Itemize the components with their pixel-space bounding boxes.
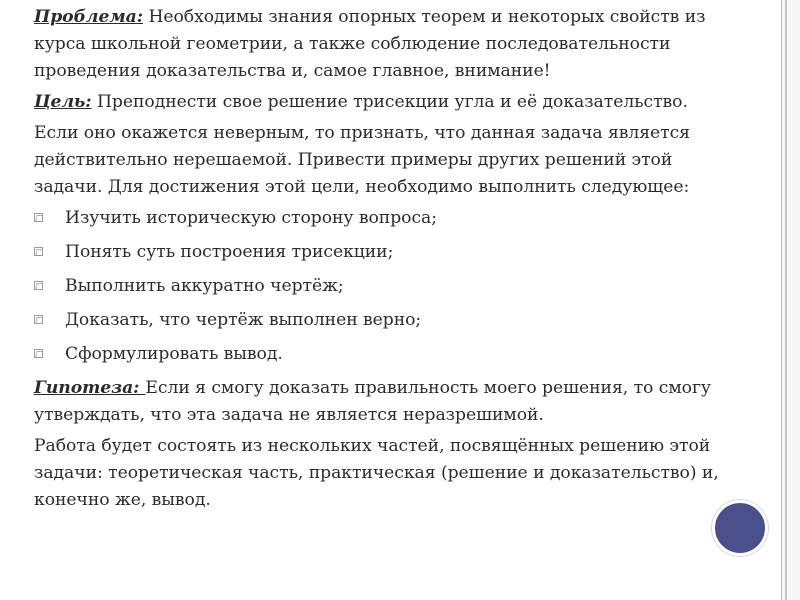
step-text: Понять суть построения трисекции; (65, 242, 394, 262)
list-item (34, 205, 746, 232)
goal-text: Преподнести свое решение трисекции угла и её доказательство. (91, 92, 688, 112)
step-text: Сформулировать вывод. (65, 344, 283, 364)
slide-border-line (785, 0, 787, 600)
hypothesis-label: Гипотеза: (34, 378, 146, 398)
checkbox-bullet-icon (34, 247, 43, 256)
list-item (34, 239, 746, 266)
decorative-circle-icon (712, 500, 768, 556)
list-item (34, 341, 746, 368)
problem-text: Необходимы знания опорных теорем и некоторых свойств из курса школьной геометрии, а также соблюдение последовательности проведения доказательства и, самое главное, внимание! (34, 7, 706, 81)
goal-label: Цель: (34, 92, 92, 112)
list-item (34, 307, 746, 334)
slide-content (34, 4, 746, 518)
goal-paragraph (34, 89, 746, 116)
problem-paragraph (34, 4, 746, 85)
checkbox-bullet-icon (34, 213, 43, 222)
list-item (34, 273, 746, 300)
step-text: Доказать, что чертёж выполнен верно; (65, 310, 422, 330)
checkbox-bullet-icon (34, 281, 43, 290)
steps-list (34, 205, 746, 368)
structure-paragraph: Работа будет состоять из нескольких частей, посвящённых решению этой задачи: теоретическая часть, практическая (решение и доказательство) и, конечно же, вывод. (34, 436, 719, 510)
checkbox-bullet-icon (34, 315, 43, 324)
step-text: Выполнить аккуратно чертёж; (65, 276, 344, 296)
checkbox-bullet-icon (34, 349, 43, 358)
hypothesis-text: Если я смогу доказать правильность моего решения, то смогу утверждать, что эта задача не является неразрешимой. (34, 378, 711, 425)
problem-label: Проблема: (34, 7, 144, 27)
hypothesis-paragraph (34, 375, 746, 429)
step-text: Изучить историческую сторону вопроса; (65, 208, 437, 228)
intro-paragraph: Если оно окажется неверным, то признать, что данная задача является действительно нерешаемой. Привести примеры других решений этой задачи. Для достижения этой цели, необходимо выполнить следующее: (34, 123, 690, 197)
